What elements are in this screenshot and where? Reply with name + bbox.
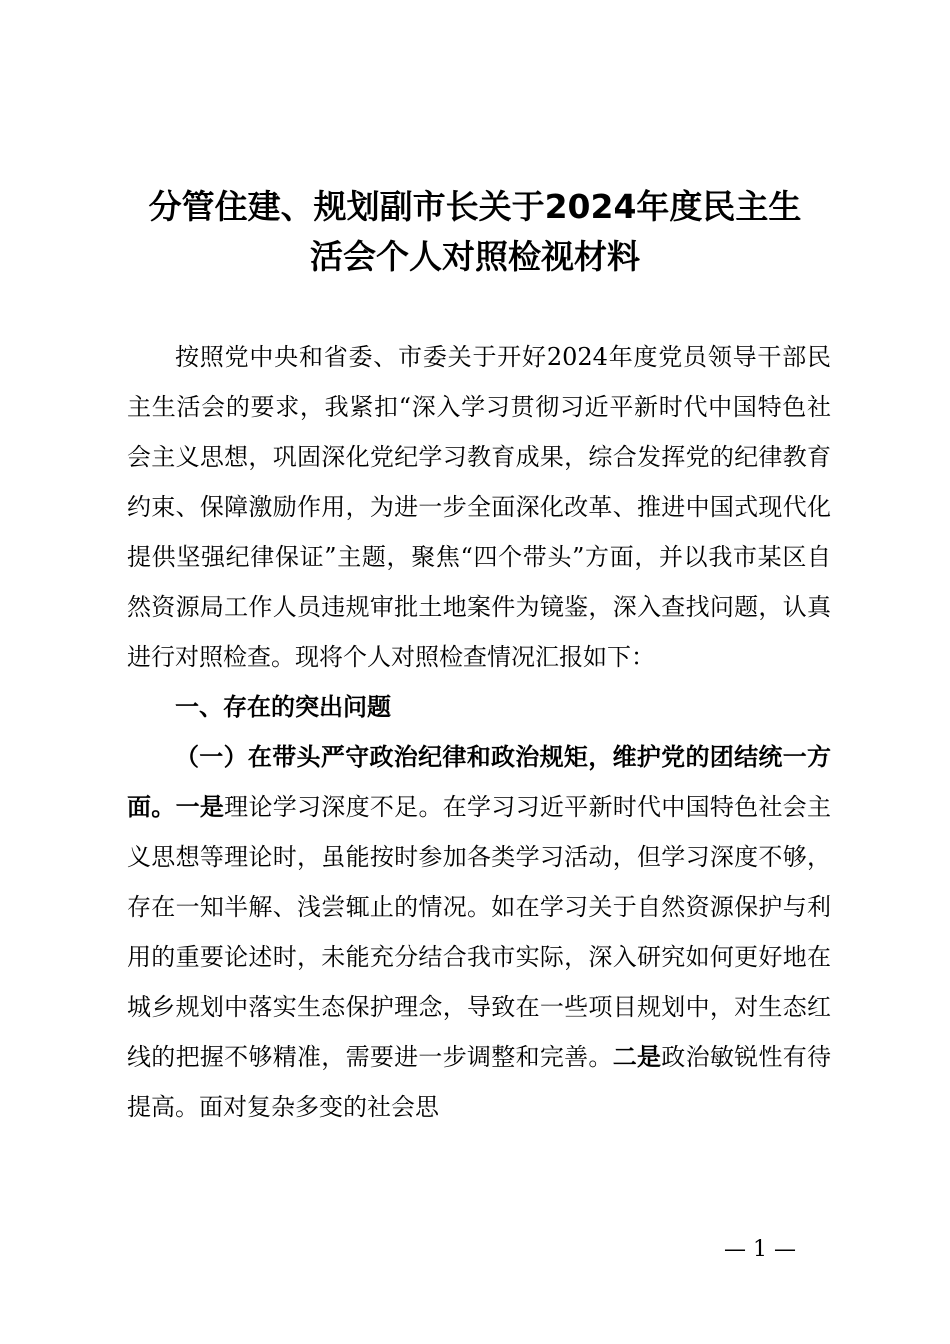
point-1-label: 一是 bbox=[175, 793, 225, 821]
title-line-1: 分管住建、规划副市长关于2024年度民主生 bbox=[148, 187, 802, 226]
point-1-text: 理论学习深度不足。在学习习近平新时代中国特色社会主义思想等理论时，虽能按时参加各类学习活动，但学习深度不够，存在一知半解、浅尝辄止的情况。如在学习关于自然资源保护与利用的重要论述时，未能充分结合我市实际，深入研究如何更好地在城乡规划中落实生态保护理念，导致在一些项目规划中，对生态红线的把握不够精准，需要进一步调整和完善。 bbox=[127, 793, 832, 1071]
document-body bbox=[127, 332, 831, 1132]
section-heading: 一、存在的突出问题 bbox=[175, 693, 391, 721]
point-2-text: 政治敏锐性有待提高。面对复杂多变的社会思 bbox=[127, 1043, 832, 1121]
title-line-2: 活会个人对照检视材料 bbox=[310, 237, 640, 276]
document-title bbox=[100, 182, 850, 282]
point-2-label: 二是 bbox=[612, 1043, 662, 1071]
intro-paragraph: 按照党中央和省委、市委关于开好2024年度党员领导干部民主生活会的要求，我紧扣“深入学习贯彻习近平新时代中国特色社会主义思想，巩固深化党纪学习教育成果，综合发挥党的纪律教育约束、保障激励作用，为进一步全面深化改革、推进中国式现代化提供坚强纪律保证”主题，聚焦“四个带头”方面，并以我市某区自然资源局工作人员违规审批土地案件为镜鉴，深入查找问题，认真进行对照检查。现将个人对照检查情况汇报如下： bbox=[127, 343, 831, 671]
problem-paragraph bbox=[127, 732, 831, 1132]
page-number: — 1 — bbox=[724, 1237, 796, 1262]
subsection-heading: （一）在带头严守政治纪律和政治规矩，维护党的团结统一方面。 bbox=[127, 743, 831, 821]
